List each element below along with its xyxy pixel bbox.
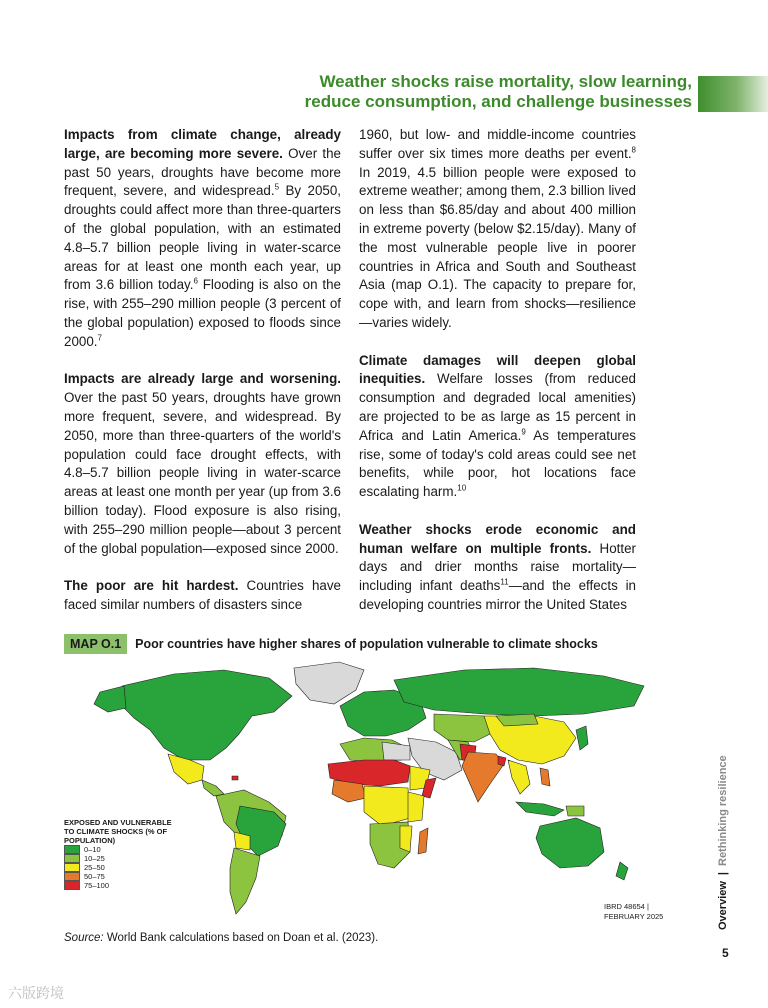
paragraph-lead: Weather shocks erode economic and human welfare on multiple fronts.	[359, 521, 636, 556]
legend-item	[64, 854, 174, 863]
map-region-libya-egypt	[382, 742, 410, 760]
right-column	[359, 126, 636, 634]
paragraph-text: By 2050, droughts could affect more than three-quarters of the global population, with an estimated 4.8–5.7 billion people living in water-scarce areas for at least one month each year, up from 3.6 billion today.	[64, 183, 342, 293]
map-legend	[64, 818, 174, 890]
map-region-russia	[394, 668, 644, 716]
map-region-madagascar	[418, 828, 428, 854]
map-region-south-america-south	[230, 848, 260, 914]
ibrd-line-2: FEBRUARY 2025	[604, 912, 664, 921]
paragraph	[64, 577, 341, 615]
paragraph	[359, 352, 636, 502]
map-region-japan-korea	[576, 726, 588, 750]
side-separator: |	[717, 872, 729, 876]
map-region-mozambique	[400, 826, 412, 852]
footnote-ref: 10	[457, 483, 467, 493]
map-region-southeast-asia	[508, 760, 530, 794]
legend-label: 10–25	[84, 854, 105, 863]
map-region-australia	[536, 818, 604, 868]
header-line-2: reduce consumption, and challenge businesses	[304, 92, 692, 111]
map-caption	[64, 634, 598, 654]
legend-rows	[64, 845, 174, 890]
map-region-greenland	[294, 662, 364, 704]
legend-item	[64, 881, 174, 890]
header-accent-bar	[698, 76, 768, 112]
paragraph-text: Hotter days and drier months raise mortality—including infant deaths	[359, 540, 636, 594]
map-region-mongolia	[496, 714, 538, 726]
map-region-antarctica	[144, 922, 624, 926]
footnote-ref: 8	[631, 145, 636, 155]
paragraph-text: Welfare losses (from reduced consumption and degraded local amenities) are projected to be as large as 15 percent in Africa and Latin America.	[359, 371, 636, 443]
paragraph-text: As temperatures rise, some of today's cold areas could see net benefits, while poor, hot locations face escalating harm.	[359, 427, 636, 500]
source-text: World Bank calculations based on Doan et al. (2023).	[103, 932, 379, 944]
paragraph	[64, 126, 341, 352]
map-region-haiti	[232, 776, 238, 780]
legend-label: 75–100	[84, 881, 110, 890]
ibrd-line-1: IBRD 48654 |	[604, 902, 649, 911]
paragraph-text: —and the effects in developing countries mirror the United States	[359, 578, 636, 612]
footnote-ref: 9	[521, 427, 526, 437]
left-column	[64, 126, 341, 634]
paragraph	[64, 370, 341, 558]
page-number: 5	[722, 946, 729, 960]
map-region-bangladesh	[498, 756, 506, 766]
watermark: 六版跨境	[8, 985, 64, 1001]
legend-label: 50–75	[84, 872, 105, 881]
map-region-papua	[566, 806, 584, 816]
section-header	[232, 72, 692, 112]
side-rethinking: Rethinking resilience	[717, 755, 729, 866]
source-note	[64, 932, 378, 944]
legend-swatch	[64, 881, 80, 890]
map-region-central-america	[202, 780, 224, 796]
paragraph-lead: Impacts are already large and worsening.	[64, 371, 341, 387]
paragraph-lead: Climate damages will deepen global inequities.	[359, 352, 636, 387]
paragraph-lead: Impacts from climate change, already large, are becoming more severe.	[64, 127, 341, 161]
map-region-central-africa	[364, 786, 410, 826]
paragraph-text: 1960, but low- and middle-income countries suffer over six times more deaths per event.	[359, 127, 636, 161]
map-region-indonesia	[516, 802, 564, 816]
legend-item	[64, 872, 174, 881]
paragraph-lead: The poor are hit hardest.	[64, 578, 239, 594]
paragraph-text: Over the past 50 years, droughts have become more frequent, severe, and widespread.	[64, 145, 341, 199]
side-overview: Overview	[717, 881, 729, 930]
footnote-ref: 7	[97, 333, 102, 343]
legend-label: 0–10	[84, 845, 101, 854]
map-region-philippines	[540, 768, 550, 786]
footnote-ref: 6	[193, 276, 198, 286]
paragraph-text: In 2019, 4.5 billion people were exposed to extreme weather; among them, 2.3 billion lived on less than $6.85/day and about 400 million in extreme poverty (below $2.15/day). Many of the most vulnerable people live in poorer countries in Africa and South and Southeast Asia (map O.1). The capacity to prepare for, cope with, and learn from shocks—resilience—varies widely.	[359, 164, 636, 330]
legend-swatch	[64, 854, 80, 863]
legend-title: EXPOSED AND VULNERABLE TO CLIMATE SHOCKS (% OF POPULATION)	[64, 818, 172, 845]
paragraph-text: Countries have faced similar numbers of disasters since	[64, 578, 341, 612]
legend-swatch	[64, 863, 80, 872]
legend-swatch	[64, 845, 80, 854]
map-region-alaska	[94, 686, 126, 712]
legend-swatch	[64, 872, 80, 881]
paragraph	[359, 126, 636, 333]
map-label: MAP O.1	[64, 634, 127, 654]
side-running-head	[717, 755, 729, 930]
legend-item	[64, 863, 174, 872]
footnote-ref: 5	[274, 182, 280, 192]
source-label: Source:	[64, 932, 104, 944]
legend-label: 25–50	[84, 863, 105, 872]
legend-item	[64, 845, 174, 854]
paragraph-text: Flooding is also on the rise, with 255–290 million people (3 percent of the global population) exposed to floods since 2000.	[64, 277, 341, 349]
header-line-1: Weather shocks raise mortality, slow learning,	[319, 72, 692, 91]
ibrd-note	[604, 902, 663, 922]
paragraph-text: Over the past 50 years, droughts have grown more frequent, severe, and widespread. By 2050, more than three-quarters of the world's population could face drought effects, with 4.8–5.7 billion people living in water-scarce areas at least one month per year (up from 3.6 billion today). Flood exposure is also rising, with 255–290 million people—about 3 percent of the global population—exposed since 2000.	[64, 390, 341, 556]
map-region-new-zealand	[616, 862, 628, 880]
map-region-north-america	[120, 670, 292, 760]
footnote-ref: 11	[500, 577, 509, 587]
map-title: Poor countries have higher shares of population vulnerable to climate shocks	[135, 637, 598, 651]
paragraph	[359, 521, 636, 615]
map-region-east-africa	[408, 792, 424, 822]
